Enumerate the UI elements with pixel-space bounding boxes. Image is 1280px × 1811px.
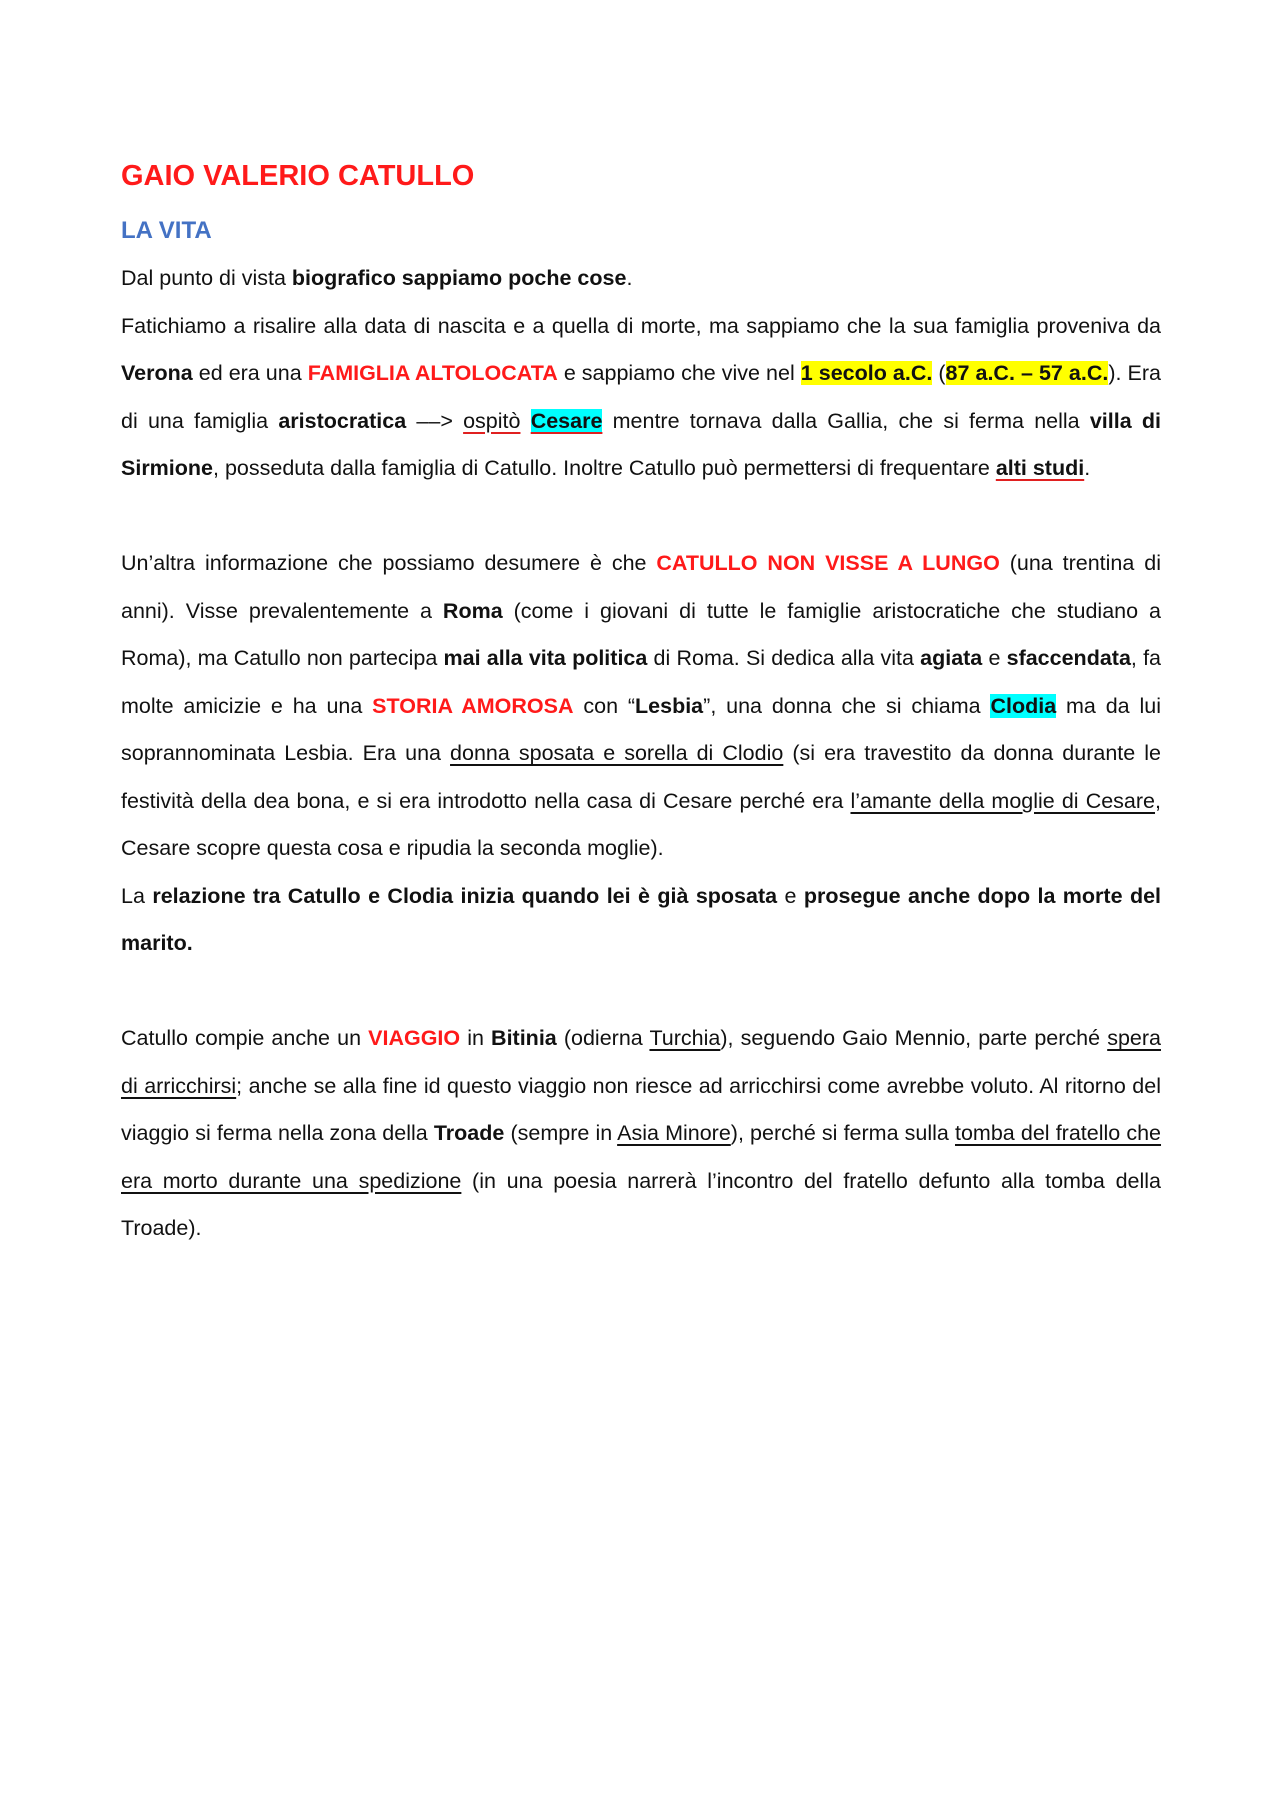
text-run: e sappiamo che vive nel bbox=[557, 361, 801, 385]
text-run: Un’altra informazione che possiamo desumere è che bbox=[121, 551, 657, 575]
paragraph-life bbox=[121, 540, 1161, 873]
underlined-text: ospitò bbox=[463, 408, 521, 433]
underlined-text: tomba del fratello che era morto durante una spedizione bbox=[121, 1121, 1162, 1193]
bold-text: Lesbia bbox=[635, 693, 704, 718]
bold-text: prosegue anche dopo la morte del marito. bbox=[121, 883, 1162, 955]
text-run: Catullo compie anche un bbox=[121, 1026, 369, 1050]
text-run: , Cesare scopre questa cosa e ripudia la seconda moglie). bbox=[121, 788, 1161, 860]
underlined-text: Turchia bbox=[649, 1026, 721, 1050]
text-run: . bbox=[1084, 456, 1091, 480]
underlined-bold-text: alti studi bbox=[995, 456, 1085, 480]
bold-text: biografico sappiamo poche cose bbox=[291, 266, 627, 290]
paragraph-intro bbox=[121, 255, 1161, 303]
text-run: di Roma. Si dedica alla vita bbox=[647, 646, 921, 670]
text-run: Dal punto di vista bbox=[121, 266, 292, 290]
text-run: ––> bbox=[406, 408, 464, 433]
section-heading: LA VITA bbox=[121, 217, 212, 244]
text-run: ( bbox=[932, 361, 946, 385]
bold-text: mai alla vita politica bbox=[443, 646, 648, 670]
underlined-text: l’amante della moglie di Cesare bbox=[850, 788, 1156, 813]
text-run: ed era una bbox=[192, 361, 308, 385]
text-run: ), perché si ferma sulla bbox=[730, 1121, 955, 1145]
bold-text: agiata bbox=[920, 646, 983, 670]
bold-text: sfaccendata bbox=[1006, 646, 1131, 670]
text-run: (una trentina di anni). Visse prevalentemente a bbox=[121, 551, 1161, 623]
red-emphasis: VIAGGIO bbox=[368, 1026, 461, 1050]
text-run: (odierna bbox=[556, 1026, 650, 1050]
yellow-highlight: 1 secolo a.C. bbox=[800, 361, 933, 385]
text-run: (si era travestito da donna durante le festività della dea bona, e si era introdotto nella casa di Cesare perché era bbox=[121, 741, 1161, 813]
text-run: ), seguendo Gaio Mennio, parte perché bbox=[720, 1026, 1108, 1050]
text-run bbox=[520, 409, 530, 433]
text-run: (sempre in bbox=[504, 1121, 618, 1145]
text-run: e bbox=[982, 646, 1007, 670]
text-run: con “ bbox=[573, 693, 636, 718]
paragraph-journey bbox=[121, 1015, 1161, 1253]
text-run: (in una poesia narrerà l’incontro del fratello defunto alla tomba della Troade). bbox=[121, 1168, 1161, 1240]
bold-text: villa di Sirmione bbox=[121, 408, 1161, 480]
text-run: La bbox=[121, 883, 153, 908]
paragraph-origins bbox=[121, 303, 1161, 493]
red-emphasis: STORIA AMOROSA bbox=[372, 693, 574, 718]
document-title: GAIO VALERIO CATULLO bbox=[121, 160, 475, 192]
bold-text: relazione tra Catullo e Clodia inizia quando lei è già sposata bbox=[152, 883, 778, 908]
text-run: ma da lui soprannominata Lesbia. Era una bbox=[121, 693, 1161, 765]
cyan-highlight: Cesare bbox=[530, 408, 603, 433]
text-run: Fatichiamo a risalire alla data di nascita e a quella di morte, ma sappiamo che la sua famiglia proveniva da bbox=[121, 313, 1161, 338]
text-run: . bbox=[626, 266, 633, 290]
bold-text: aristocratica bbox=[278, 408, 407, 433]
paragraph-spacer bbox=[121, 968, 1161, 1016]
text-run: , fa molte amicizie e ha una bbox=[121, 646, 1161, 718]
red-emphasis: FAMIGLIA ALTOLOCATA bbox=[307, 361, 558, 385]
paragraph-spacer bbox=[121, 493, 1161, 541]
bold-text: Roma bbox=[442, 598, 503, 623]
paragraph-relation bbox=[121, 873, 1161, 968]
underlined-text: spera di arricchirsi bbox=[121, 1026, 1161, 1098]
text-run: ; anche se alla fine id questo viaggio non riesce ad arricchirsi come avrebbe voluto. Al ritorno del viaggio si ferma nella zona della bbox=[121, 1073, 1161, 1145]
bold-text: Troade bbox=[433, 1121, 505, 1145]
text-run: (come i giovani di tutte le famiglie aristocratiche che studiano a Roma), ma Catullo non partecipa bbox=[121, 598, 1161, 670]
bold-text: Bitinia bbox=[491, 1026, 557, 1050]
red-emphasis: CATULLO NON VISSE A LUNGO bbox=[656, 551, 1000, 575]
yellow-highlight: 87 a.C. – 57 a.C. bbox=[945, 361, 1109, 385]
text-run: ). Era di una famiglia bbox=[121, 361, 1161, 433]
cyan-highlight: Clodia bbox=[990, 693, 1057, 718]
bold-text: Verona bbox=[121, 361, 193, 385]
text-run: in bbox=[460, 1026, 492, 1050]
text-run: , posseduta dalla famiglia di Catullo. Inoltre Catullo può permettersi di frequentare bbox=[213, 456, 996, 480]
text-run: e bbox=[777, 883, 804, 908]
text-run: ”, una donna che si chiama bbox=[703, 693, 991, 718]
underlined-text: donna sposata e sorella di Clodio bbox=[450, 741, 784, 765]
text-run: mentre tornava dalla Gallia, che si ferma nella bbox=[602, 408, 1090, 433]
underlined-text: Asia Minore bbox=[617, 1121, 731, 1145]
